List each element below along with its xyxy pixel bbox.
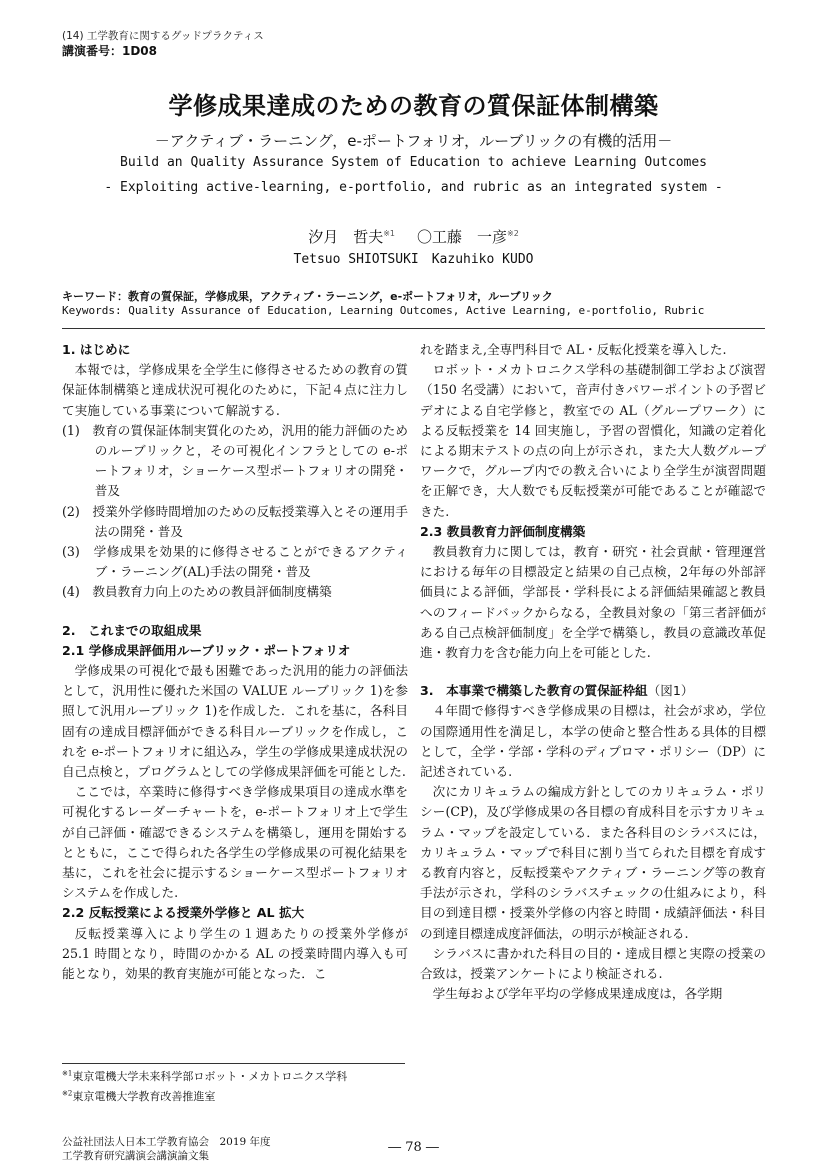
author-2-name: 〇工藤 一彦 bbox=[417, 228, 508, 246]
author-1-name: 汐月 哲夫 bbox=[308, 228, 384, 246]
section-2-1-heading: 2.1 学修成果評価用ルーブリック・ポートフォリオ bbox=[62, 642, 351, 658]
paragraph: 学生毎および学年平均の学修成果達成度は，各学期 bbox=[432, 986, 723, 1002]
footnote-1-mark: ※1 bbox=[62, 1069, 73, 1078]
footnote-2-text: 東京電機大学教育改善推進室 bbox=[72, 1090, 216, 1103]
paragraph: 反転授業導入により学生の１週あたりの授業外学修が 25.1 時間となり，時間のかかる AL の授業時間内導入も可能となり，効果的教育実施が可能となった．こ bbox=[62, 925, 408, 982]
paragraph: ４年間で修得すべき学修成果の目標は，社会が求め，学位の国際通用性を満足し，本学の使命と整合性ある具体的目標として，全学・学部・学科のディプロマ・ポリシー（DP）に記述されている. bbox=[420, 703, 766, 780]
list-item: (1) 教育の質保証体制実質化のため，汎用的能力評価のためのルーブリックと，その可視化インフラとしての e-ポートフォリオ，ショーケース型ポートフォリオの開発・普及 bbox=[62, 422, 408, 499]
left-column bbox=[62, 340, 408, 984]
footer-proceedings: 工学教育研究講演会講演論文集 bbox=[62, 1150, 209, 1162]
keywords-japanese: キーワード：教育の質保証，学修成果，アクティブ・ラーニング，e-ポートフォリオ，ルーブリック bbox=[62, 290, 553, 303]
right-column bbox=[420, 340, 766, 1005]
paragraph: れを踏まえ,全専門科目で AL・反転化授業を導入した. bbox=[420, 342, 727, 357]
authors-japanese bbox=[0, 226, 827, 247]
keywords-english: Keywords: Quality Assurance of Education, Learning Outcomes, Active Learning, e-portfolio, Rubric bbox=[62, 304, 705, 317]
section-2-2-heading: 2.2 反転授業による授業外学修と AL 拡大 bbox=[62, 905, 305, 921]
paragraph: ここでは，卒業時に修得すべき学修成果項目の達成水準を可視化するレーダーチャートを，e-ポートフォリオ上で学生が自己評価・確認できるシステムを構築し，運用を開始するとともに，ここで得られた各学生の学修成果の可視化結果を基に，これを社会に提示するショーケース型ポートフォリオシステムを作成した. bbox=[62, 784, 408, 901]
paragraph: 教員教育力に関しては，教育・研究・社会貢献・管理運営における毎年の目標設定と結果の自己点検，2年毎の外部評価員による評価，学部長・学科長による評価結果確認と教員へのフィードバックからなる，全教員対象の「第三者評価がある自己点検評価制度」を全学で構築し，教員の意識改革促進・教育力を含む能力向上を可能とした. bbox=[420, 544, 766, 661]
subtitle-japanese: －アクティブ・ラーニング，e-ポートフォリオ，ルーブリックの有機的活用－ bbox=[154, 132, 673, 150]
author-1-mark: ※1 bbox=[383, 229, 395, 238]
footnote-divider bbox=[62, 1063, 405, 1064]
section-1-heading: 1. はじめに bbox=[62, 342, 131, 357]
paragraph: ロボット・メカトロニクス学科の基礎制御工学および演習（150 名受講）において，音声付きパワーポイントの予習ビデオによる自宅学修と，教室での AL（グループワーク）による反転授業を 14 回実施し，予習の習慣化，知識の定着化による期末テストの点の向上が示され，また大人数グループワークで，グループ内での教え合いにより全学生が演習問題を正解でき，大人数でも反転授業が可能であることが確認できた. bbox=[420, 362, 766, 519]
lecture-number: 講演番号：1D08 bbox=[62, 44, 158, 58]
subtitle-english-1: Build an Quality Assurance System of Education to achieve Learning Outcomes bbox=[120, 155, 707, 170]
footnote-2-mark: ※2 bbox=[62, 1089, 73, 1098]
author-2-mark: ※2 bbox=[507, 229, 519, 238]
section-2-3-heading: 2.3 教員教育力評価制度構築 bbox=[420, 523, 586, 539]
paragraph: シラバスに書かれた科目の目的・達成目標と実際の授業の合致は，授業アンケートにより検証される. bbox=[420, 945, 766, 982]
footer-organization: 公益社団法人日本工学教育協会 2019 年度 bbox=[62, 1136, 271, 1148]
section-3-title: 3. 本事業で構築した教育の質保証枠組 bbox=[420, 683, 648, 699]
section-3-heading bbox=[420, 681, 766, 701]
list-item: (4) 教員教育力向上のための教員評価制度構築 bbox=[62, 584, 332, 600]
paragraph: 本報では，学修成果を全学生に修得させるための教育の質保証体制構築と達成状況可視化のために，下記４点に注力して実施している事業について解説する. bbox=[62, 362, 408, 418]
series-header: (14) 工学教育に関するグッドプラクティス bbox=[62, 30, 264, 42]
goal-list bbox=[62, 421, 408, 603]
footnote-1 bbox=[62, 1068, 347, 1084]
subtitle-english-2: - Exploiting active-learning, e-portfolio, and rubric as an integrated system - bbox=[104, 180, 723, 195]
header-divider bbox=[62, 328, 765, 329]
paper-title: 学修成果達成のための教育の質保証体制構築 bbox=[168, 92, 659, 120]
section-2-heading: 2. これまでの取組成果 bbox=[62, 622, 202, 638]
paragraph: 学修成果の可視化で最も困難であった汎用的能力の評価法として，汎用性に優れた米国の VALUE ルーブリック 1)を参照して汎用ルーブリック 1)を作成した．これを基に，各科目固有の達成目標評価ができる科目ルーブリックを作成し，これを e-ポートフォリオに組込み，学生の学修成果達成状況の自己点検と，プログラムとしての学修成果評価を可能とした. bbox=[62, 663, 408, 780]
footnote-2 bbox=[62, 1088, 215, 1104]
page-number: ― 78 ― bbox=[388, 1140, 439, 1155]
footnote-1-text: 東京電機大学未来科学部ロボット・メカトロニクス学科 bbox=[72, 1070, 348, 1083]
list-item: (2) 授業外学修時間増加のための反転授業導入とその運用手法の開発・普及 bbox=[62, 503, 408, 539]
authors-english: Tetsuo SHIOTSUKI Kazuhiko KUDO bbox=[293, 252, 534, 267]
figure-ref: （図1） bbox=[647, 683, 694, 699]
paragraph: 次にカリキュラムの編成方針としてのカリキュラム・ポリシー(CP)，及び学修成果の各目標の育成科目を示すカリキュラム・マップを設定している．また各科目のシラバスには，カリキュラム・マップで科目に割り当てられた目標を育成する教育内容と，反転授業やアクティブ・ラーニング等の教育手法が示され，学科のシラバスチェックの仕組みにより，科目の到達目標・授業外学修の内容と時間・成績評価法・科目の到達目標達成度評価法，の明示が検証される. bbox=[420, 784, 766, 941]
list-item: (3) 学修成果を効果的に修得させることができるアクティブ・ラーニング(AL)手法の開発・普及 bbox=[62, 544, 408, 580]
